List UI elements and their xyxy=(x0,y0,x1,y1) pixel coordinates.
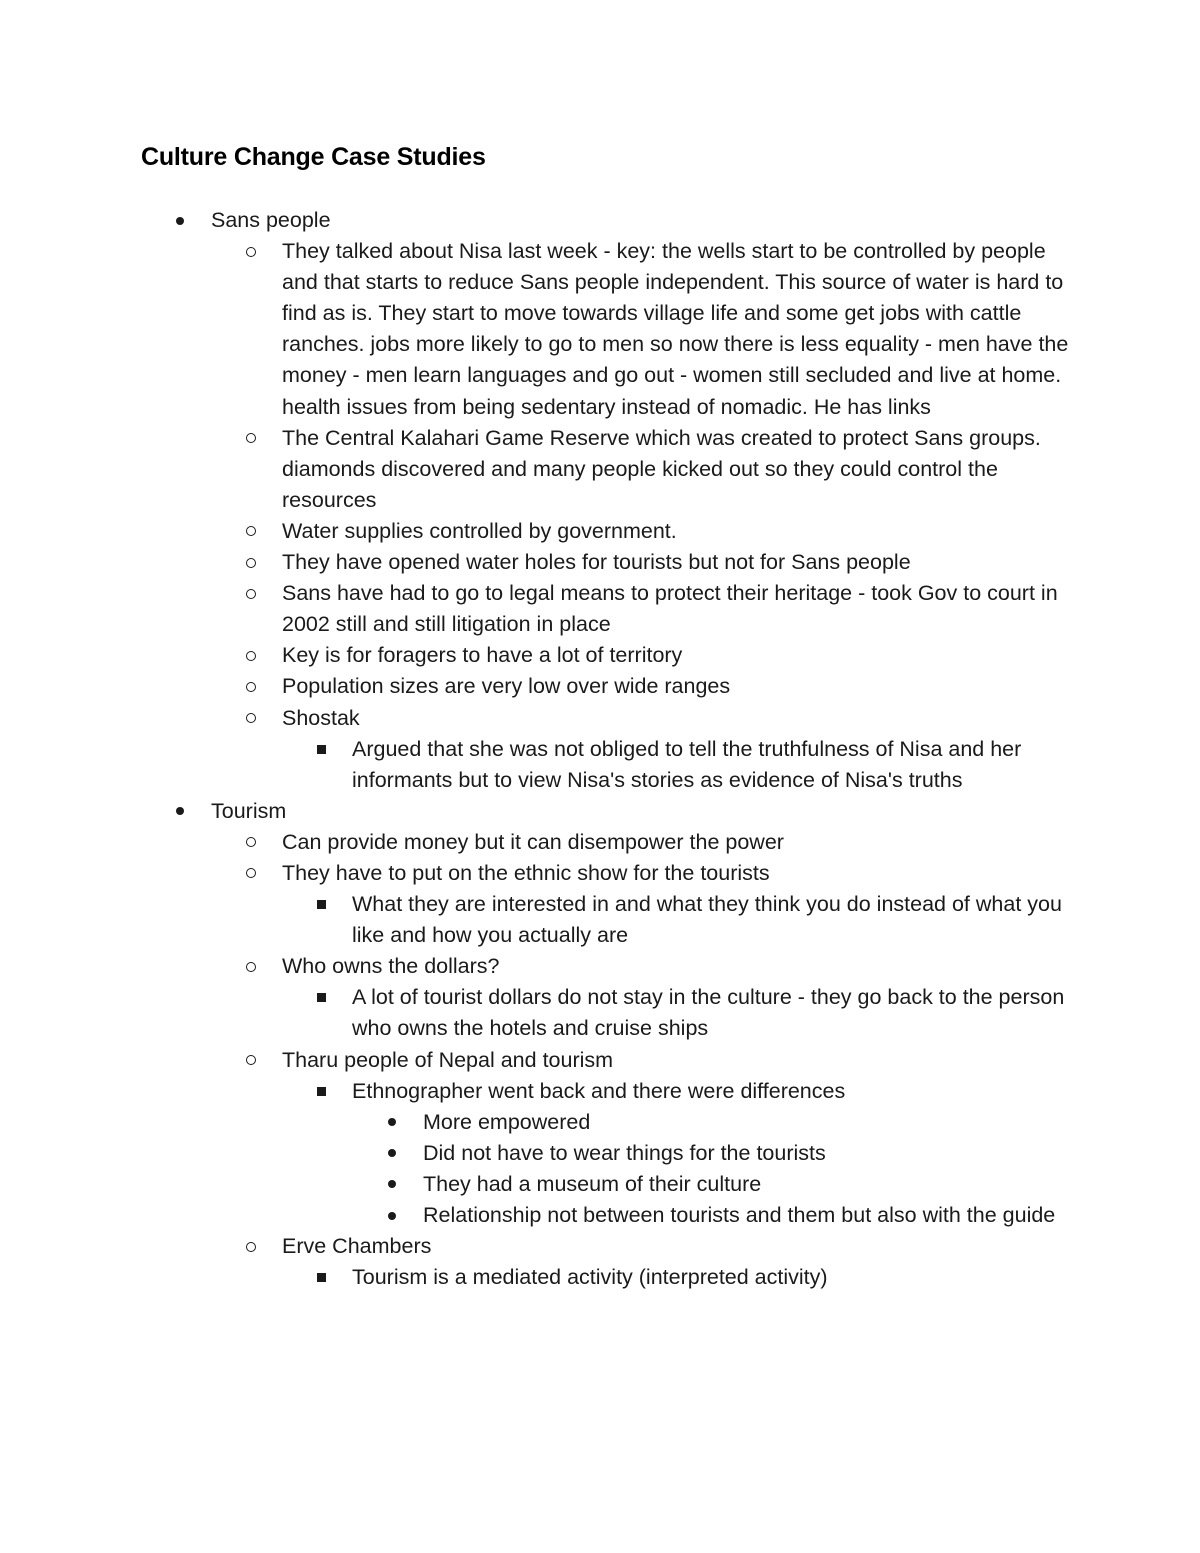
disc-bullet-shape xyxy=(388,1118,396,1126)
circle-bullet-icon xyxy=(241,516,261,547)
circle-bullet-shape xyxy=(246,651,256,661)
list-item xyxy=(282,951,1072,982)
page-title: Culture Change Case Studies xyxy=(141,143,486,171)
circle-bullet-shape xyxy=(246,247,256,257)
list-item xyxy=(352,1262,1072,1293)
list-item xyxy=(352,734,1072,796)
square-bullet-shape xyxy=(317,1087,326,1096)
circle-bullet-icon xyxy=(241,1231,261,1262)
circle-bullet-shape xyxy=(246,868,256,878)
circle-bullet-shape xyxy=(246,558,256,568)
list-item xyxy=(282,423,1072,516)
list-item xyxy=(282,671,1072,702)
disc-bullet-shape xyxy=(388,1149,396,1157)
circle-bullet-icon xyxy=(241,547,261,578)
circle-bullet-shape xyxy=(246,713,256,723)
list-item xyxy=(282,547,1072,578)
list-item-text: The Central Kalahari Game Reserve which was created to protect Sans groups. diamonds discovered and many people kicked out so they could control the resources xyxy=(282,425,1041,512)
list-item xyxy=(423,1138,1073,1169)
list-item-text: Did not have to wear things for the tourists xyxy=(423,1140,826,1165)
list-item xyxy=(282,827,1072,858)
square-bullet-icon xyxy=(311,734,331,765)
disc-bullet-icon xyxy=(382,1107,402,1138)
list-item xyxy=(423,1200,1073,1231)
circle-bullet-shape xyxy=(246,1242,256,1252)
circle-bullet-icon xyxy=(241,640,261,671)
list-item-text: Water supplies controlled by government. xyxy=(282,518,677,543)
list-item xyxy=(352,1076,1072,1107)
circle-bullet-shape xyxy=(246,589,256,599)
list-item-text: They talked about Nisa last week - key: the wells start to be controlled by people and that starts to reduce Sans people independent. This source of water is hard to find as is. They start to move towards village life and some get jobs with cattle ranches. jobs more likely to go to men so now there is less equality - men have the money - men learn languages and go out - women still secluded and live at home. health issues from being sedentary instead of nomadic. He has links xyxy=(282,239,1069,419)
square-bullet-shape xyxy=(317,745,326,754)
disc-bullet-icon xyxy=(382,1169,402,1200)
circle-bullet-shape xyxy=(246,682,256,692)
circle-bullet-icon xyxy=(241,671,261,702)
disc-bullet-shape xyxy=(176,217,184,225)
disc-bullet-icon xyxy=(170,796,190,827)
list-item-text: Erve Chambers xyxy=(282,1234,432,1259)
list-item xyxy=(282,1231,1072,1262)
list-item-text: They had a museum of their culture xyxy=(423,1171,762,1196)
circle-bullet-shape xyxy=(246,526,256,536)
circle-bullet-shape xyxy=(246,1055,256,1065)
list-item xyxy=(423,1169,1073,1200)
list-item xyxy=(423,1107,1073,1138)
list-item-text: They have to put on the ethnic show for the tourists xyxy=(282,860,770,885)
list-item-text: Who owns the dollars? xyxy=(282,954,500,979)
list-item-text: More empowered xyxy=(423,1109,591,1134)
square-bullet-shape xyxy=(317,1273,326,1282)
square-bullet-shape xyxy=(317,900,326,909)
circle-bullet-shape xyxy=(246,433,256,443)
list-item-text: Population sizes are very low over wide ranges xyxy=(282,674,731,699)
list-item-text: Sans people xyxy=(211,208,331,232)
circle-bullet-icon xyxy=(241,827,261,858)
list-item-text: Can provide money but it can disempower the power xyxy=(282,829,784,854)
circle-bullet-shape xyxy=(246,962,256,972)
list-item xyxy=(282,236,1072,423)
list-item-text: Sans have had to go to legal means to protect their heritage - took Gov to court in 2002 still and still litigation in place xyxy=(282,581,1058,637)
square-bullet-icon xyxy=(311,889,331,920)
list-item xyxy=(211,796,1071,827)
circle-bullet-icon xyxy=(241,578,261,609)
list-item xyxy=(282,578,1072,640)
list-item xyxy=(352,889,1072,951)
list-item-text: What they are interested in and what they think you do instead of what you like and how you actually are xyxy=(352,892,1062,948)
list-item-text: Ethnographer went back and there were differences xyxy=(352,1078,846,1103)
square-bullet-icon xyxy=(311,982,331,1013)
circle-bullet-icon xyxy=(241,951,261,982)
disc-bullet-icon xyxy=(170,205,190,236)
list-item-text: They have opened water holes for tourists but not for Sans people xyxy=(282,550,911,575)
list-item-text: Shostak xyxy=(282,705,360,730)
list-item-text: Argued that she was not obliged to tell the truthfulness of Nisa and her informants but to view Nisa's stories as evidence of Nisa's truths xyxy=(352,736,1022,792)
list-item-text: Relationship not between tourists and them but also with the guide xyxy=(423,1203,1056,1227)
circle-bullet-icon xyxy=(241,1045,261,1076)
square-bullet-icon xyxy=(311,1262,331,1293)
list-item xyxy=(352,982,1072,1044)
circle-bullet-shape xyxy=(246,837,256,847)
list-item xyxy=(211,205,1071,236)
square-bullet-icon xyxy=(311,1076,331,1107)
square-bullet-shape xyxy=(317,993,326,1002)
list-item-text: A lot of tourist dollars do not stay in the culture - they go back to the person who owns the hotels and cruise ships xyxy=(352,985,1065,1041)
circle-bullet-icon xyxy=(241,703,261,734)
bullet-outline xyxy=(0,205,1200,1293)
circle-bullet-icon xyxy=(241,236,261,267)
disc-bullet-shape xyxy=(388,1180,396,1188)
list-item xyxy=(282,516,1072,547)
list-item xyxy=(282,858,1072,889)
disc-bullet-shape xyxy=(388,1212,396,1220)
disc-bullet-icon xyxy=(382,1138,402,1169)
list-item xyxy=(282,640,1072,671)
disc-bullet-shape xyxy=(176,807,184,815)
list-item-text: Key is for foragers to have a lot of territory xyxy=(282,643,683,668)
list-item-text: Tourism xyxy=(211,798,287,823)
circle-bullet-icon xyxy=(241,858,261,889)
list-item xyxy=(282,1045,1072,1076)
circle-bullet-icon xyxy=(241,423,261,454)
disc-bullet-icon xyxy=(382,1200,402,1231)
list-item-text: Tharu people of Nepal and tourism xyxy=(282,1047,614,1072)
list-item xyxy=(282,703,1072,734)
list-item-text: Tourism is a mediated activity (interpreted activity) xyxy=(352,1265,828,1290)
